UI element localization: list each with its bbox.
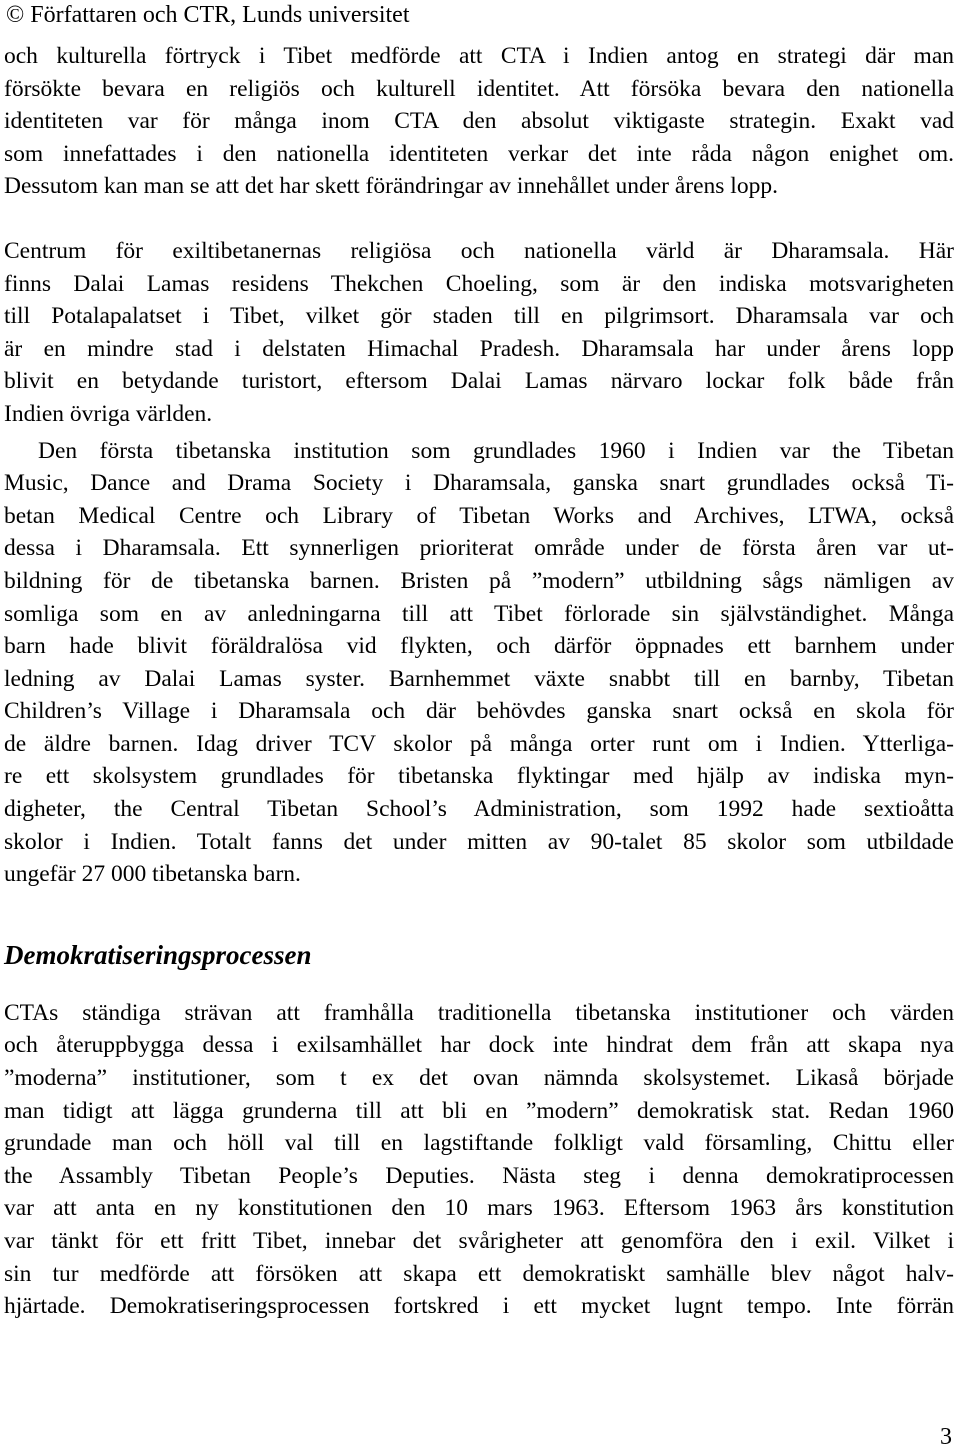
copyright-header: © Författaren och CTR, Lunds universitet <box>6 2 410 28</box>
paragraph-3 <box>4 435 954 891</box>
text-line: Indien övriga världen. <box>4 400 213 427</box>
text-line: dessa i Dharamsala. Ett synnerligen prioriterat område under de första åren var ut- <box>4 535 954 562</box>
text-line: man tidigt att lägga grunderna till att bli en ”modern” demokratisk stat. Redan 1960 <box>4 1097 954 1124</box>
text-line: Centrum för exiltibetanernas religiösa och nationella värld är Dharamsala. Här <box>4 237 954 264</box>
paragraph-1 <box>4 40 954 203</box>
text-line: var att anta en ny konstitutionen den 10 mars 1963. Eftersom 1963 års konstitution <box>4 1195 954 1222</box>
text-line: somliga som en av anledningarna till att Tibet förlorade sin självständighet. Många <box>4 600 954 627</box>
text-line: grundade man och höll val till en lagstiftande folkligt vald församling, Chittu eller <box>4 1130 954 1157</box>
text-line: re ett skolsystem grundlades för tibetanska flyktingar med hjälp av indiska myn- <box>4 763 954 790</box>
text-line: ”moderna” institutioner, som t ex det ovan nämnda skolsystemet. Likaså började <box>4 1065 954 1092</box>
text-line: blivit en betydande turistort, eftersom Dalai Lamas närvaro lockar folk både från <box>4 368 954 395</box>
section-heading: Demokratiseringsprocessen <box>4 939 312 970</box>
text-line: Dessutom kan man se att det har skett förändringar av innehållet under årens lopp. <box>4 173 778 200</box>
text-line: de äldre barnen. Idag driver TCV skolor på många orter runt om i Indien. Ytterliga- <box>4 730 954 757</box>
text-line: hjärtade. Demokratiseringsprocessen fortskred i ett mycket lugnt tempo. Inte förrän <box>4 1293 954 1320</box>
text-line: sin tur medförde att försöken att skapa ett demokratiskt samhälle blev något halv- <box>4 1260 954 1287</box>
text-line: finns Dalai Lamas residens Thekchen Choeling, som är den indiska motsvarigheten <box>4 270 954 297</box>
text-line: till Potalapalatset i Tibet, vilket gör staden till en pilgrimsort. Dharamsala var och <box>4 303 954 330</box>
text-line: som innefattades i den nationella identiteten verkar det inte råda någon enighet om. <box>4 140 954 167</box>
text-line: bildning för de tibetanska barnen. Bristen på ”modern” utbildning sågs nämligen av <box>4 567 954 594</box>
text-line: identiteten var för många inom CTA den absolut viktigaste strategin. Exakt vad <box>4 108 954 135</box>
text-line: digheter, the Central Tibetan School’s Administration, som 1992 hade sextioåtta <box>4 796 954 823</box>
text-line: CTAs ständiga strävan att framhålla traditionella tibetanska institutioner och värden <box>4 999 954 1026</box>
paragraph-2 <box>4 235 954 431</box>
text-line: the Assambly Tibetan People’s Deputies. Nästa steg i denna demokratiprocessen <box>4 1162 954 1189</box>
text-line: skolor i Indien. Totalt fanns det under mitten av 90-talet 85 skolor som utbildade <box>4 828 954 855</box>
text-line: och kulturella förtryck i Tibet medförde att CTA i Indien antog en strategi där man <box>4 43 954 69</box>
text-line: Music, Dance and Drama Society i Dharamsala, ganska snart grundlades också Ti- <box>4 470 954 497</box>
text-line: var tänkt för ett fritt Tibet, innebar det svårigheter att genomföra den i exil. Vilket i <box>4 1228 954 1254</box>
text-line: betan Medical Centre och Library of Tibetan Works and Archives, LTWA, också <box>4 502 954 529</box>
text-line: ledning av Dalai Lamas syster. Barnhemmet växte snabbt till en barnby, Tibetan <box>4 665 954 692</box>
paragraph-4 <box>4 997 954 1323</box>
text-line: barn hade blivit föräldralösa vid flykten, och därför öppnades ett barnhem under <box>4 633 954 660</box>
document-body <box>4 40 954 1323</box>
text-line: Den första tibetanska institution som grundlades 1960 i Indien var the Tibetan <box>38 437 954 464</box>
text-line: ungefär 27 000 tibetanska barn. <box>4 861 301 888</box>
text-line: försökte bevara en religiös och kulturell identitet. Att försöka bevara den nationella <box>4 75 954 102</box>
text-line: Children’s Village i Dharamsala och där behövdes ganska snart också en skola för <box>4 698 954 725</box>
page-number: 3 <box>940 1424 952 1450</box>
text-line: är en mindre stad i delstaten Himachal Pradesh. Dharamsala har under årens lopp <box>4 335 954 362</box>
text-line: och återuppbygga dessa i exilsamhället har dock inte hindrat dem från att skapa nya <box>4 1032 954 1059</box>
